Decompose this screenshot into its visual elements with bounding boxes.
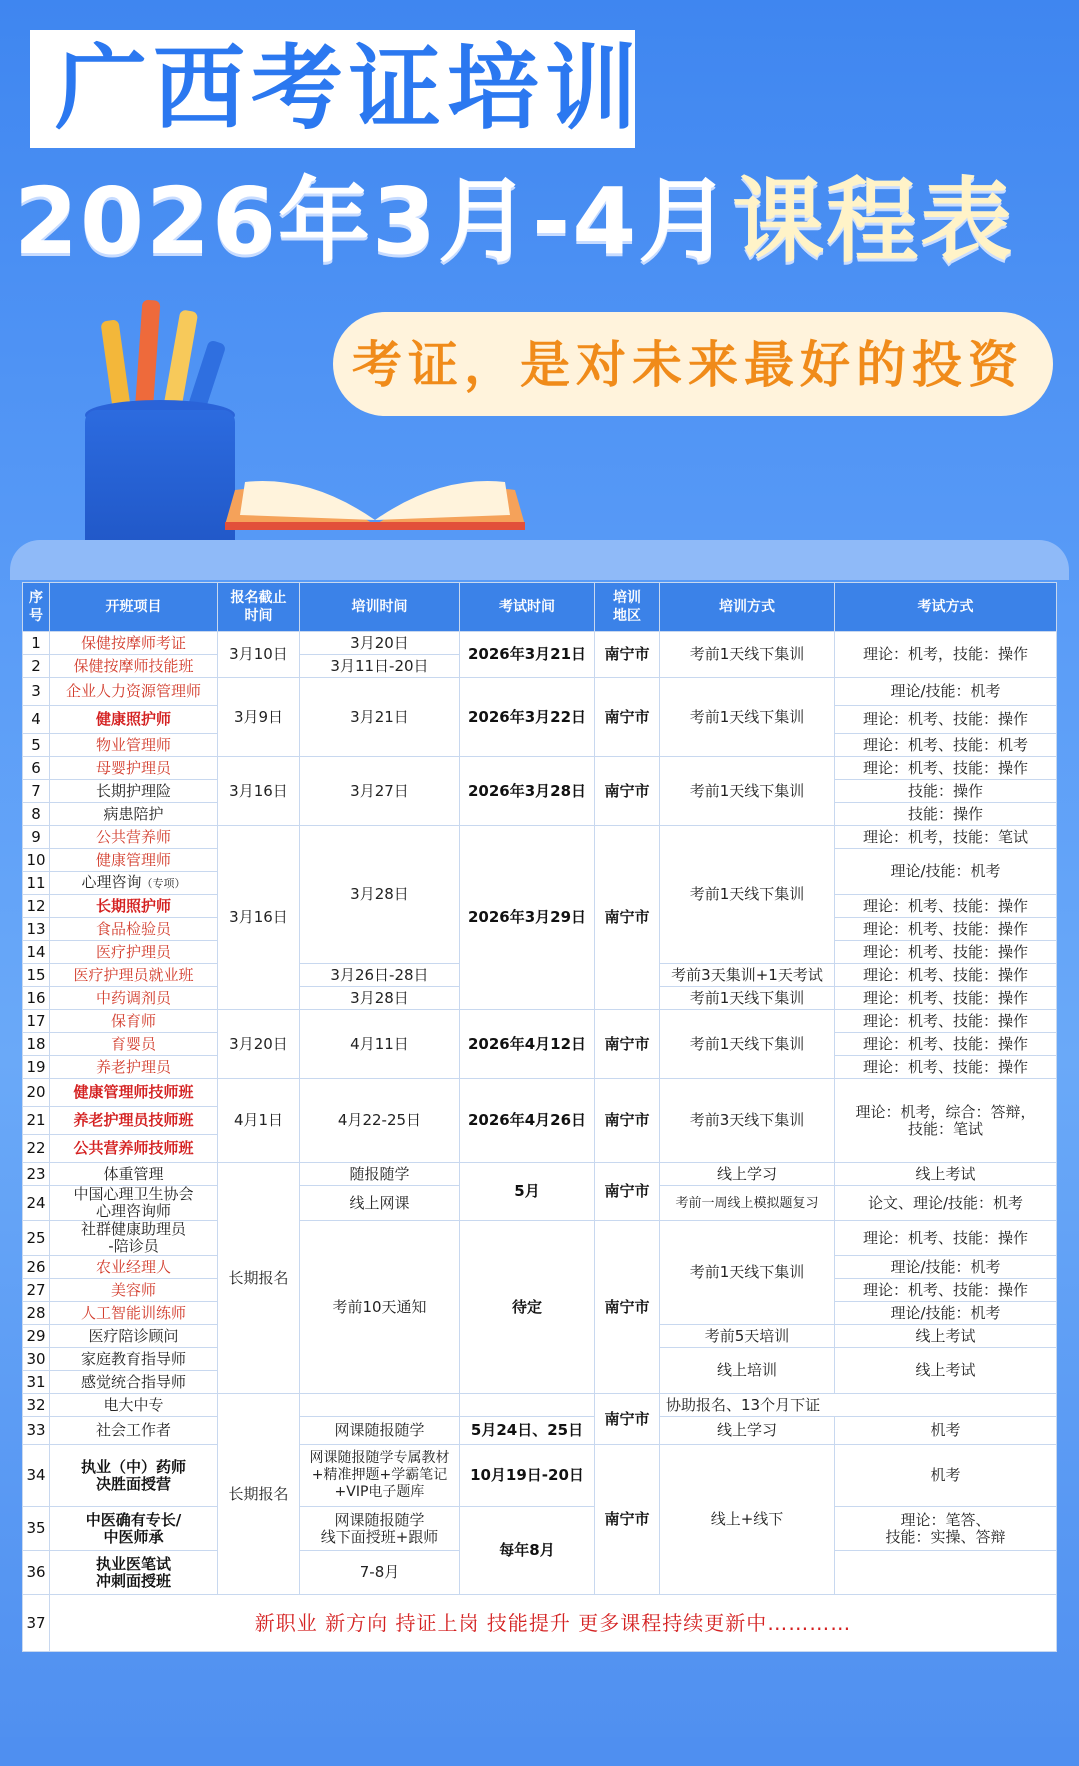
row-exam-method: 理论：机考、技能：操作	[835, 1033, 1057, 1056]
col-seq-1: 序	[29, 590, 43, 606]
row-item: 养老护理员技师班	[50, 1107, 218, 1135]
row-deadline: 3月9日	[218, 678, 300, 757]
row-item: 保健按摩师技能班	[50, 655, 218, 678]
row-exam-method: 机考	[835, 1445, 1057, 1507]
row-item	[50, 1221, 218, 1256]
row-exam-method: 理论：机考、技能：操作	[835, 964, 1057, 987]
row-exam-method: 理论/技能：机考	[835, 849, 1057, 895]
row-item: 家庭教育指导师	[50, 1348, 218, 1371]
table-stage	[10, 540, 1069, 580]
row-train-mode: 考前一周线上模拟题复习	[660, 1186, 835, 1221]
row-seq: 18	[23, 1033, 50, 1056]
row-train-mode: 协助报名、13个月下证	[660, 1394, 1057, 1417]
row-item: 长期护理险	[50, 780, 218, 803]
train-line1: 网课随报随学	[334, 1510, 425, 1529]
schedule-table	[22, 582, 1057, 1652]
row-item: 中药调剂员	[50, 987, 218, 1010]
row-exam-method: 理论：机考、技能：操作	[835, 706, 1057, 734]
row-item-name: 心理咨询	[81, 873, 142, 891]
subtitle-main: 2026年3月-4月	[14, 168, 733, 275]
row-seq: 2	[23, 655, 50, 678]
row-seq: 19	[23, 1056, 50, 1079]
row-item-line1: 社群健康助理员	[80, 1220, 186, 1238]
schedule-table-wrap	[22, 582, 1056, 1652]
col-exam-method: 考试方式	[835, 583, 1057, 632]
subtitle-accent: 课程表	[732, 168, 1015, 275]
row-region: 南宁市	[595, 1079, 660, 1163]
table-row	[23, 1163, 1057, 1186]
row-deadline: 长期报名	[218, 1394, 300, 1595]
row-seq: 15	[23, 964, 50, 987]
table-row	[23, 1079, 1057, 1107]
row-exam-time: 2026年3月22日	[460, 678, 595, 757]
row-seq: 10	[23, 849, 50, 872]
page-title: 广西考证培训	[55, 35, 644, 142]
row-item: 长期照护师	[50, 895, 218, 918]
col-train-time: 培训时间	[300, 583, 460, 632]
row-item-line2: 中医师承	[103, 1527, 164, 1546]
row-seq: 9	[23, 826, 50, 849]
row-item: 医疗护理员	[50, 941, 218, 964]
row-exam-method: 理论：机考、技能：操作	[835, 1279, 1057, 1302]
row-seq: 34	[23, 1445, 50, 1507]
row-item-note: （专项）	[141, 877, 186, 890]
row-deadline: 长期报名	[218, 1163, 300, 1394]
row-item: 电大中专	[50, 1394, 218, 1417]
row-deadline: 4月1日	[218, 1079, 300, 1163]
row-exam-method: 理论：机考、技能：操作	[835, 895, 1057, 918]
row-exam-method: 线上考试	[835, 1325, 1057, 1348]
bottom-strip	[0, 1737, 1079, 1766]
row-item	[50, 1445, 218, 1507]
row-item: 公共营养师	[50, 826, 218, 849]
row-train-time: 3月28日	[300, 826, 460, 964]
row-item: 农业经理人	[50, 1256, 218, 1279]
col-train-mode: 培训方式	[660, 583, 835, 632]
row-seq: 3	[23, 678, 50, 706]
row-exam-method: 线上考试	[835, 1348, 1057, 1394]
row-exam-method	[835, 1551, 1057, 1595]
row-exam-method: 理论：机考、技能：操作	[835, 941, 1057, 964]
col-seq	[23, 583, 50, 632]
row-train-mode: 线上培训	[660, 1348, 835, 1394]
col-deadline-2: 时间	[244, 608, 273, 624]
exam-method-line1: 理论：机考，综合：答辩，	[855, 1102, 1036, 1121]
col-region-2: 地区	[613, 608, 641, 624]
row-train-time: 3月27日	[300, 757, 460, 826]
train-line2: +精准押题+学霸笔记	[311, 1467, 448, 1483]
row-item-line2: 冲刺面授班	[95, 1571, 171, 1590]
row-train-mode: 线上学习	[660, 1163, 835, 1186]
row-item-line2: 决胜面授营	[95, 1474, 171, 1493]
row-seq: 21	[23, 1107, 50, 1135]
row-exam-time: 2026年4月26日	[460, 1079, 595, 1163]
row-item-line1: 中国心理卫生协会	[73, 1185, 194, 1203]
table-row	[23, 826, 1057, 849]
row-exam-time: 2026年4月12日	[460, 1010, 595, 1079]
row-exam-method: 理论：机考、技能：操作	[835, 1010, 1057, 1033]
row-item: 健康管理师	[50, 849, 218, 872]
row-item: 育婴员	[50, 1033, 218, 1056]
page-subtitle	[14, 162, 1014, 282]
row-item-line2: 心理咨询师	[95, 1202, 171, 1220]
row-exam-method: 理论：机考，技能：操作	[835, 632, 1057, 678]
row-exam-method	[835, 1079, 1057, 1163]
row-train-time: 3月28日	[300, 987, 460, 1010]
table-row	[23, 1595, 1057, 1652]
row-seq: 26	[23, 1256, 50, 1279]
row-train-time: 线上网课	[300, 1186, 460, 1221]
row-seq: 33	[23, 1417, 50, 1445]
row-train-mode: 考前3天线下集训	[660, 1079, 835, 1163]
row-exam-method: 理论：机考、技能：操作	[835, 1221, 1057, 1256]
row-train-time: 3月21日	[300, 678, 460, 757]
row-seq: 14	[23, 941, 50, 964]
exam-method-line1: 理论：笔答、	[900, 1510, 991, 1529]
row-item: 医疗陪诊顾问	[50, 1325, 218, 1348]
row-item: 企业人力资源管理师	[50, 678, 218, 706]
row-exam-time: 待定	[460, 1221, 595, 1394]
row-deadline: 3月20日	[218, 1010, 300, 1079]
row-region: 南宁市	[595, 678, 660, 757]
train-line2: 线下面授班+跟师	[320, 1527, 439, 1546]
row-exam-time: 2026年3月29日	[460, 826, 595, 1010]
row-seq: 37	[23, 1595, 50, 1652]
row-train-mode: 线上学习	[660, 1417, 835, 1445]
row-item-line2: -陪诊员	[108, 1237, 159, 1255]
exam-method-line2: 技能：笔试	[907, 1119, 983, 1138]
row-train-mode: 线上+线下	[660, 1445, 835, 1595]
row-train-time: 4月11日	[300, 1010, 460, 1079]
row-train-time: 3月11日-20日	[300, 655, 460, 678]
row-seq: 5	[23, 734, 50, 757]
table-row	[23, 1394, 1057, 1417]
row-item: 体重管理	[50, 1163, 218, 1186]
row-seq: 20	[23, 1079, 50, 1107]
row-item: 医疗护理员就业班	[50, 964, 218, 987]
row-item	[50, 1186, 218, 1221]
row-item: 母婴护理员	[50, 757, 218, 780]
row-deadline: 3月10日	[218, 632, 300, 678]
col-region	[595, 583, 660, 632]
row-item: 社会工作者	[50, 1417, 218, 1445]
row-item: 健康管理师技师班	[50, 1079, 218, 1107]
row-item: 美容师	[50, 1279, 218, 1302]
row-seq: 23	[23, 1163, 50, 1186]
row-seq: 11	[23, 872, 50, 895]
row-exam-time: 2026年3月28日	[460, 757, 595, 826]
row-seq: 12	[23, 895, 50, 918]
row-region: 南宁市	[595, 1221, 660, 1394]
row-exam-time: 2026年3月21日	[460, 632, 595, 678]
row-item: 保育师	[50, 1010, 218, 1033]
row-train-time	[300, 1394, 460, 1417]
row-train-time	[300, 1445, 460, 1507]
row-exam-method: 理论：机考、技能：操作	[835, 1056, 1057, 1079]
row-region: 南宁市	[595, 1394, 660, 1445]
row-seq: 13	[23, 918, 50, 941]
row-item: 人工智能训练师	[50, 1302, 218, 1325]
row-exam-method: 技能：操作	[835, 803, 1057, 826]
row-item: 公共营养师技师班	[50, 1135, 218, 1163]
row-seq: 1	[23, 632, 50, 655]
row-item: 保健按摩师考证	[50, 632, 218, 655]
table-row	[23, 632, 1057, 655]
row-item: 食品检验员	[50, 918, 218, 941]
row-train-time: 3月26日-28日	[300, 964, 460, 987]
row-item: 养老护理员	[50, 1056, 218, 1079]
row-train-mode: 考前1天线下集训	[660, 757, 835, 826]
row-seq: 27	[23, 1279, 50, 1302]
row-exam-method: 论文、理论/技能：机考	[835, 1186, 1057, 1221]
table-row	[23, 1445, 1057, 1507]
row-train-mode: 考前5天培训	[660, 1325, 835, 1348]
row-item: 感觉统合指导师	[50, 1371, 218, 1394]
row-exam-method	[835, 1507, 1057, 1551]
row-exam-time: 5月	[460, 1163, 595, 1221]
col-deadline-1: 报名截止	[230, 590, 287, 606]
row-item	[50, 872, 218, 895]
footer-message: 新职业 新方向 持证上岗 技能提升 更多课程持续更新中…………	[50, 1595, 1057, 1652]
train-line3: +VIP电子题库	[334, 1484, 425, 1500]
exam-method-line2: 技能：实操、答辩	[885, 1527, 1006, 1546]
table-row	[23, 1221, 1057, 1256]
row-exam-time	[460, 1394, 595, 1417]
row-region: 南宁市	[595, 826, 660, 1010]
row-item: 病患陪护	[50, 803, 218, 826]
row-seq: 24	[23, 1186, 50, 1221]
row-exam-method: 理论/技能：机考	[835, 1302, 1057, 1325]
row-exam-method: 理论：机考、技能：操作	[835, 757, 1057, 780]
row-exam-method: 技能：操作	[835, 780, 1057, 803]
row-seq: 28	[23, 1302, 50, 1325]
row-exam-method: 理论：机考，技能：笔试	[835, 826, 1057, 849]
row-exam-time: 每年8月	[460, 1507, 595, 1595]
row-item	[50, 1507, 218, 1551]
row-region: 南宁市	[595, 1010, 660, 1079]
row-train-mode: 考前1天线下集训	[660, 826, 835, 964]
col-region-1: 培训	[613, 590, 641, 606]
slogan: 考证，是对未来最好的投资	[352, 336, 1024, 394]
col-exam-time: 考试时间	[460, 583, 595, 632]
row-seq: 35	[23, 1507, 50, 1551]
row-seq: 8	[23, 803, 50, 826]
row-seq: 16	[23, 987, 50, 1010]
table-row	[23, 1417, 1057, 1445]
row-seq: 31	[23, 1371, 50, 1394]
row-seq: 30	[23, 1348, 50, 1371]
row-seq: 25	[23, 1221, 50, 1256]
row-train-time: 4月22-25日	[300, 1079, 460, 1163]
row-exam-method: 理论/技能：机考	[835, 1256, 1057, 1279]
row-seq: 7	[23, 780, 50, 803]
table-row	[23, 678, 1057, 706]
row-train-mode: 考前1天线下集训	[660, 1010, 835, 1079]
row-train-time	[300, 1507, 460, 1551]
row-exam-method: 理论：机考、技能：操作	[835, 918, 1057, 941]
row-region: 南宁市	[595, 632, 660, 678]
row-seq: 17	[23, 1010, 50, 1033]
row-train-mode: 考前1天线下集训	[660, 987, 835, 1010]
table-row	[23, 1010, 1057, 1033]
row-item-line1: 执业医笔试	[95, 1554, 171, 1573]
col-item: 开班项目	[50, 583, 218, 632]
row-exam-method: 理论：机考、技能：操作	[835, 987, 1057, 1010]
row-exam-time: 10月19日-20日	[460, 1445, 595, 1507]
row-train-time: 随报随学	[300, 1163, 460, 1186]
row-item-line1: 中医确有专长/	[85, 1510, 182, 1529]
row-exam-method: 理论/技能：机考	[835, 678, 1057, 706]
row-deadline: 3月16日	[218, 826, 300, 1010]
row-train-time: 7-8月	[300, 1551, 460, 1595]
row-seq: 4	[23, 706, 50, 734]
row-train-mode: 考前1天线下集训	[660, 678, 835, 757]
row-exam-time: 5月24日、25日	[460, 1417, 595, 1445]
row-seq: 36	[23, 1551, 50, 1595]
row-train-mode: 考前1天线下集训	[660, 632, 835, 678]
row-item: 物业管理师	[50, 734, 218, 757]
row-item	[50, 1551, 218, 1595]
row-seq: 22	[23, 1135, 50, 1163]
row-train-time: 3月20日	[300, 632, 460, 655]
row-region: 南宁市	[595, 757, 660, 826]
col-deadline	[218, 583, 300, 632]
row-region: 南宁市	[595, 1163, 660, 1221]
row-train-mode: 考前1天线下集训	[660, 1221, 835, 1325]
train-line1: 网课随报随学专属教材	[309, 1450, 450, 1466]
table-row	[23, 757, 1057, 780]
row-region: 南宁市	[595, 1445, 660, 1595]
col-seq-2: 号	[29, 608, 43, 624]
row-seq: 32	[23, 1394, 50, 1417]
row-item-line1: 执业（中）药师	[80, 1457, 186, 1476]
row-deadline: 3月16日	[218, 757, 300, 826]
row-seq: 6	[23, 757, 50, 780]
table-row	[23, 1507, 1057, 1551]
open-book-icon	[225, 470, 525, 530]
row-exam-method: 线上考试	[835, 1163, 1057, 1186]
row-item: 健康照护师	[50, 706, 218, 734]
row-exam-method: 机考	[835, 1417, 1057, 1445]
row-train-time: 网课随报随学	[300, 1417, 460, 1445]
row-exam-method: 理论：机考、技能：机考	[835, 734, 1057, 757]
row-train-mode: 考前3天集训+1天考试	[660, 964, 835, 987]
row-train-time: 考前10天通知	[300, 1221, 460, 1394]
row-seq: 29	[23, 1325, 50, 1348]
